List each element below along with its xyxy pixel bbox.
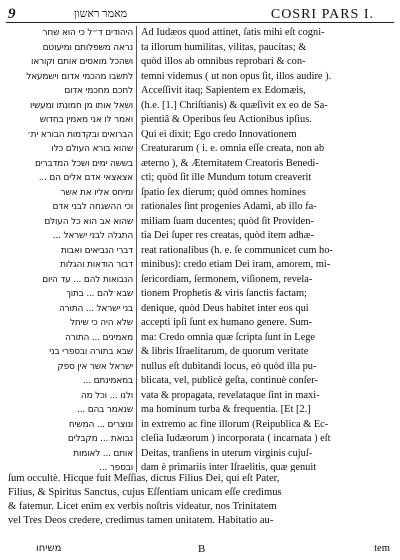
latin-text-line: & fatemur. Licet enim ex verbis noſtris videatur, nos Trinitatem bbox=[8, 501, 277, 512]
hebrew-text-line: התגלה לבני ישראל ... bbox=[52, 231, 133, 241]
hebrew-text-line: בני ישראל ... התורה bbox=[59, 303, 133, 314]
hebrew-text-line: ונוצרים ... המשיח bbox=[68, 419, 133, 430]
hebrew-text-line: דבור הודאות והגלות bbox=[60, 260, 133, 270]
hebrew-text-line: ושהכל מואסים אותם וקוראו bbox=[31, 57, 133, 67]
latin-text-line: quòd illos ab omnibus reprobari & con- bbox=[141, 56, 306, 67]
hebrew-text-line: ושאל אותו מן חמונתו ומעשיו bbox=[29, 100, 133, 111]
hebrew-text-line: נראה משפלותם ומיעוטם bbox=[42, 42, 133, 53]
hebrew-text-line: היהודים ד״ל כי הוא שחר bbox=[42, 28, 133, 38]
latin-text-line: reat rationalibus (h. e. ſe communicet cum ho- bbox=[141, 244, 333, 256]
hebrew-text-line: נבואת ... מקבלים bbox=[67, 434, 133, 444]
latin-text-line: vel Tres Deos credere, credimus tamen unitatem. Habitatio au- bbox=[8, 515, 274, 526]
latin-text-line: ta illorum humilitas, vilitas, paucitas; & bbox=[141, 41, 307, 53]
latin-text-line: Filius, & Spiritus Sanctus, cujus Eſſentiam unicam eſſe credimus bbox=[8, 487, 282, 498]
hebrew-text-line: דברי הנביאים ואבות bbox=[60, 245, 133, 256]
latin-text-line: dam è primariis inter Iſraelitis, quæ genuit bbox=[141, 462, 317, 472]
full-width-text bbox=[8, 472, 392, 528]
signature-mark: B bbox=[198, 543, 206, 555]
hebrew-text-line: ישראל אשר אין ספק bbox=[57, 361, 133, 372]
column-divider bbox=[136, 26, 137, 472]
latin-text-line: accepti ipſi ſunt ex humano genere. Sum- bbox=[141, 317, 313, 328]
latin-text-line: ſpatio ſex dierum; quòd omnes homines bbox=[141, 186, 306, 198]
latin-text-line: miliam ſuam ducentes; quòd ſit Providen- bbox=[141, 215, 314, 227]
latin-text-line: & libris Iſraelitarum, de quorum veritate bbox=[141, 346, 309, 357]
latin-text-line: nullus eſt dubitandi locus, eò quòd illa pu- bbox=[141, 360, 317, 372]
latin-text-line: ma hominum turba & frequentia. [Et [2.] bbox=[141, 404, 311, 415]
latin-text-line: vata & propagata, revelataque ſint in maxi- bbox=[141, 389, 320, 401]
latin-text-line: cti; quòd ſit ille Mundum totum creaverit bbox=[141, 172, 312, 183]
latin-text-line: in extremo ac fine illorum (Reipublica & Ec- bbox=[141, 418, 329, 430]
latin-text-line: (h.e. [1.] Chriſtianis) & quæſivit ex eo de Sa- bbox=[141, 99, 328, 111]
hebrew-text-line: אותם ... לאומות bbox=[73, 448, 133, 459]
latin-text-line: Acceſſivit itaq; Sapientem ex Edomæis, bbox=[141, 85, 306, 96]
latin-text-line: ma: Credo omnia quæ ſcripta ſunt in Lege bbox=[141, 331, 316, 343]
hebrew-text-line: שהוא בורא העולם כלו bbox=[51, 144, 133, 154]
hebrew-text-line: בששה ימים ושכל המדברים bbox=[34, 158, 133, 169]
hebrew-text-line: במאמינתם ... bbox=[83, 376, 133, 386]
hebrew-text-line: שהוא אב הוא כל העולם bbox=[44, 216, 133, 227]
hebrew-text-line: לחכם מחכמי אדום bbox=[64, 86, 133, 96]
hebrew-text-line: לתשבו מהכמי אדום וישמעאל bbox=[26, 71, 133, 82]
latin-column bbox=[141, 26, 395, 472]
hebrew-text-line: הנבואות להם ... עד היום bbox=[42, 274, 133, 285]
latin-text-line: Creaturarum ( i. e. omnia eſſe creata, non ab bbox=[141, 143, 325, 154]
latin-text-line: minibus): credo etiam Dei iram, amorem, mi- bbox=[141, 259, 331, 270]
hebrew-text-line: ומיחס אליו את אשר bbox=[60, 187, 133, 198]
header-rule bbox=[6, 22, 394, 23]
latin-text-line: tionem Prophetis & viris ſanctis factam; bbox=[141, 288, 307, 299]
latin-text-line: æterno ), & Æternitatem Creatoris Benedi- bbox=[141, 157, 319, 169]
hebrew-text-line: שלא היה כי שיחל bbox=[69, 318, 133, 328]
hebrew-text-line: אצאצאי אדם אלים הם ... bbox=[38, 173, 133, 183]
latin-text-line: temni videmus ( ut non opus ſit, illos audire ). bbox=[141, 70, 332, 82]
hebrew-text-line: שנאמר בהם ... bbox=[77, 405, 133, 415]
latin-running-title: COSRI PARS I. bbox=[270, 7, 374, 22]
latin-text-line: Qui ei dixit; Ego credo Innovationem bbox=[141, 128, 297, 140]
latin-text-line: Ad Iudæos quod attinet, ſatis mihi eſt cogni- bbox=[141, 27, 325, 38]
folio-number: 9 bbox=[8, 6, 16, 22]
hebrew-text-line: וכי ההשגחה לבני אדם bbox=[52, 202, 133, 212]
hebrew-text-line: הברואים ובקדמות הבורא ית׳ bbox=[27, 129, 133, 140]
hebrew-text-line: מאמינים ... התורה bbox=[65, 332, 133, 343]
latin-text-line: ſericordiam, ſermonem, viſionem, revela- bbox=[141, 273, 313, 285]
latin-text-line: ſum occultè. Hicque fuit Meſſias, dictus Filius Dei, qui eſt Pater, bbox=[8, 473, 280, 484]
hebrew-text-line: ובספר ... bbox=[99, 463, 133, 472]
hebrew-text-line: שבא בתורה ובספרי בני bbox=[49, 347, 133, 357]
latin-text-line: blicata, vel, publicè geſta, continuè conſer- bbox=[141, 375, 318, 386]
hebrew-running-title: מאמר ראשון bbox=[74, 8, 128, 20]
hebrew-text-line: ולנו ... וכל מה bbox=[80, 390, 133, 401]
hebrew-column bbox=[6, 26, 133, 472]
latin-text-line: cleſia Iudæorum ) incorporata ( incarnata ) eſt bbox=[141, 433, 331, 444]
page-footer bbox=[0, 543, 400, 557]
latin-catchword: tem bbox=[374, 543, 390, 554]
hebrew-text-line: ואמר לו אני מאמין בחדוש bbox=[39, 115, 133, 125]
hebrew-catchword: משיחו bbox=[36, 543, 62, 554]
latin-text-line: pientiâ & Operibus ſeu Actionibus ipſius. bbox=[141, 114, 312, 125]
latin-text-line: denique, quòd Deus habitet inter eos qui bbox=[141, 302, 309, 314]
hebrew-text-line: שבא להם ... בתוך bbox=[66, 289, 133, 299]
latin-text-line: tia Dei ſuper res creatas, quòd item adhæ- bbox=[141, 230, 315, 241]
latin-text-line: Deitas, tranſiens in uterum virginis cujuſ- bbox=[141, 447, 313, 459]
latin-text-line: rationales ſint progenies Adami, ab illo fa- bbox=[141, 201, 317, 212]
